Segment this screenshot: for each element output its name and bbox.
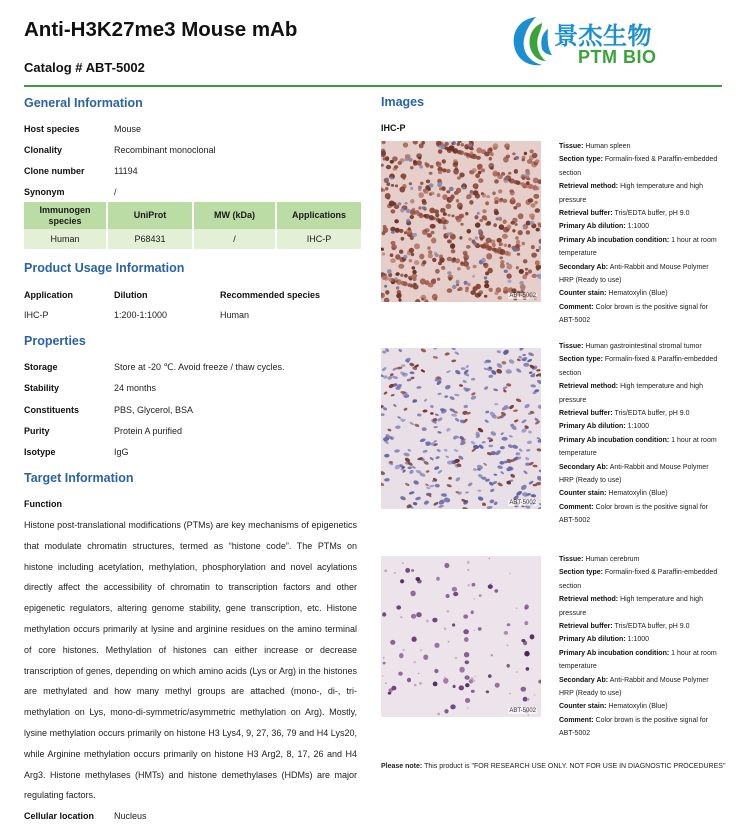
- caption-key: Counter stain:: [559, 290, 607, 298]
- caption-value: 1 hour at room temperature: [559, 436, 717, 458]
- note-label: Please note:: [381, 763, 423, 770]
- caption-key: Tissue:: [559, 143, 584, 150]
- caption-gist: [559, 340, 724, 528]
- cell-applications: IHC-P: [276, 229, 361, 249]
- caption-line: [559, 340, 724, 353]
- caption-key: Counter stain:: [559, 490, 607, 498]
- caption-line: [559, 220, 724, 233]
- caption-line: [559, 620, 724, 633]
- ihc-image-gist: [381, 348, 541, 509]
- caption-line: [559, 261, 724, 288]
- caption-key: Section type:: [559, 356, 603, 364]
- properties-heading: Properties: [24, 334, 86, 348]
- ihc-image-spleen: [381, 141, 541, 302]
- col-immunogen-species: Immunogen species: [24, 202, 107, 229]
- caption-key: Retrieval method:: [559, 183, 619, 191]
- brand-name-en: PTM BIO: [578, 47, 657, 67]
- caption-cerebrum: [559, 553, 724, 741]
- caption-value: 1:1000: [625, 636, 649, 644]
- caption-line: [559, 407, 724, 420]
- logo-mark-icon: [512, 15, 556, 67]
- caption-value: High temperature and high pressure: [559, 383, 703, 404]
- function-text: Histone post-translational modifications (PTMs) are key mechanisms of epigenetics that modulate chromatin structures, termed as “histone code”. The PTMs on histone including acetylation, methylation, phosphorylation and novel acylations directly affect the accessibility of chromatin to transcription factors and other epigenetic regulators, altering genome stability, gene transcription, etc. Histone methylation occurs primarily at lysine and arginine residues on the amino terminal of core histones. Methylation of histones can either increase or decrease transcription of genes, depending on which amino acids (Lys or Arg) in the histones are methylated and how many methyl groups are attached (mono-, di-, tri-methylation on Lys, mono-di-symmetric/asymmetric methylation on Arg). Mostly, lysine methylation occurs primarily on histone H3 Lys4, 9, 27, 36, 79 and H4 Lys20, while Arginine methylation occurs primarily on histone H3 Arg2, 8, 17, 26 and H4 Arg3. Histone methylases (HMTs) and histone demethylases (HDMs) are major regulating factors.: [24, 520, 357, 801]
- caption-value: High temperature and high pressure: [559, 596, 703, 617]
- function-label: Function: [24, 499, 62, 509]
- caption-value: Color brown is the positive signal for ABT-5002: [559, 716, 709, 738]
- caption-value: Human cerebrum: [583, 556, 640, 563]
- caption-line: [559, 234, 724, 261]
- purity-label: Purity: [24, 426, 50, 436]
- caption-line: [559, 180, 724, 207]
- caption-value: Hematoxylin (Blue): [606, 490, 668, 498]
- research-use-note: [381, 756, 726, 777]
- immunogen-table-header: [24, 202, 361, 229]
- clone-number-value: 11194: [114, 166, 138, 176]
- caption-value: 1:1000: [625, 423, 649, 431]
- caption-key: Tissue:: [559, 343, 584, 350]
- cell-immunogen-species: Human: [24, 229, 107, 249]
- clone-number-label: Clone number: [24, 166, 85, 176]
- ihc-image-cerebrum: [381, 556, 541, 717]
- caption-value: Tris/EDTA buffer, pH 9.0: [612, 410, 690, 418]
- brand-name-cn: 景杰生物: [554, 22, 652, 50]
- caption-key: Secondary Ab:: [559, 676, 609, 684]
- caption-value: Formalin-fixed & Paraffin-embedded section: [559, 156, 718, 177]
- caption-key: Tissue:: [559, 556, 584, 563]
- image-tag: ABT-5002: [509, 293, 536, 299]
- caption-line: [559, 633, 724, 646]
- caption-line: [559, 566, 724, 593]
- caption-value: Hematoxylin (Blue): [606, 290, 668, 298]
- usage-dilution-value: 1:200-1:1000: [114, 310, 168, 320]
- caption-key: Retrieval method:: [559, 596, 619, 604]
- caption-value: Tris/EDTA buffer, pH 9.0: [612, 623, 690, 631]
- caption-line: [559, 153, 724, 180]
- storage-label: Storage: [24, 362, 58, 372]
- images-heading: Images: [381, 95, 425, 109]
- usage-col-species: Recommended species: [220, 290, 321, 300]
- usage-species-value: Human: [220, 310, 250, 320]
- table-row: [24, 229, 361, 249]
- clonality-label: Clonality: [24, 145, 63, 155]
- caption-value: Anti-Rabbit and Mouse Polymer HRP (Ready to use): [559, 263, 709, 285]
- tissue-micrograph: [381, 556, 541, 717]
- storage-value: Store at -20 ℃. Avoid freeze / thaw cycles.: [114, 362, 285, 372]
- caption-value: Formalin-fixed & Paraffin-embedded section: [559, 569, 718, 590]
- stability-value: 24 months: [114, 383, 157, 393]
- usage-heading: Product Usage Information: [24, 261, 185, 275]
- caption-value: 1 hour at room temperature: [559, 236, 717, 258]
- clonality-value: Recombinant monoclonal: [114, 145, 216, 155]
- caption-key: Secondary Ab:: [559, 263, 609, 271]
- purity-value: Protein A purified: [114, 426, 183, 436]
- immunogen-table: [24, 202, 361, 249]
- target-heading: Target Information: [24, 471, 134, 485]
- header-divider: [24, 85, 722, 87]
- isotype-value: IgG: [114, 447, 129, 457]
- note-text: This product is "FOR RESEARCH USE ONLY. NOT FOR USE IN DIAGNOSTIC PROCEDURES": [424, 763, 726, 770]
- caption-key: Retrieval method:: [559, 383, 619, 391]
- caption-key: Retrieval buffer:: [559, 623, 613, 631]
- caption-key: Primary Ab incubation condition:: [559, 436, 670, 444]
- caption-key: Retrieval buffer:: [559, 410, 613, 418]
- usage-col-dilution: Dilution: [114, 290, 148, 300]
- stability-label: Stability: [24, 383, 60, 393]
- caption-line: [559, 420, 724, 433]
- product-title: Anti-H3K27me3 Mouse mAb: [24, 18, 298, 41]
- caption-line: [559, 380, 724, 407]
- caption-key: Primary Ab incubation condition:: [559, 236, 670, 244]
- caption-key: Primary Ab dilution:: [559, 223, 626, 231]
- caption-line: [559, 287, 724, 300]
- images-subheading: IHC-P: [381, 123, 406, 133]
- caption-value: Hematoxylin (Blue): [606, 703, 668, 711]
- caption-key: Section type:: [559, 569, 603, 577]
- caption-line: [559, 714, 724, 741]
- constituents-value: PBS, Glycerol, BSA: [114, 405, 194, 415]
- isotype-label: Isotype: [24, 447, 56, 457]
- usage-application-value: IHC-P: [24, 310, 49, 320]
- caption-line: [559, 553, 724, 566]
- catalog-number: Catalog # ABT-5002: [24, 60, 145, 75]
- caption-line: [559, 301, 724, 328]
- caption-value: Tris/EDTA buffer, pH 9.0: [612, 210, 690, 218]
- synonym-label: Synonym: [24, 187, 65, 197]
- caption-line: [559, 700, 724, 713]
- caption-key: Primary Ab incubation condition:: [559, 649, 670, 657]
- caption-value: Color brown is the positive signal for ABT-5002: [559, 303, 709, 325]
- caption-key: Secondary Ab:: [559, 463, 609, 471]
- caption-key: Retrieval buffer:: [559, 210, 613, 218]
- tissue-micrograph: [381, 141, 541, 302]
- caption-value: Formalin-fixed & Paraffin-embedded section: [559, 356, 718, 377]
- caption-key: Comment:: [559, 303, 594, 311]
- caption-line: [559, 674, 724, 701]
- caption-line: [559, 140, 724, 153]
- cellular-location-value: Nucleus: [114, 811, 147, 821]
- caption-value: High temperature and high pressure: [559, 183, 703, 204]
- caption-line: [559, 487, 724, 500]
- constituents-label: Constituents: [24, 405, 79, 415]
- cell-uniprot: P68431: [107, 229, 193, 249]
- col-applications: Applications: [276, 202, 361, 229]
- col-mw: MW (kDa): [193, 202, 276, 229]
- tissue-micrograph: [381, 348, 541, 509]
- cell-mw: /: [193, 229, 276, 249]
- caption-key: Counter stain:: [559, 703, 607, 711]
- col-uniprot: UniProt: [107, 202, 193, 229]
- caption-value: Human spleen: [583, 143, 631, 150]
- caption-value: Anti-Rabbit and Mouse Polymer HRP (Ready to use): [559, 676, 709, 698]
- caption-line: [559, 647, 724, 674]
- caption-line: [559, 501, 724, 528]
- caption-line: [559, 353, 724, 380]
- host-species-value: Mouse: [114, 124, 142, 134]
- caption-value: 1 hour at room temperature: [559, 649, 717, 671]
- caption-line: [559, 593, 724, 620]
- caption-key: Primary Ab dilution:: [559, 636, 626, 644]
- caption-key: Comment:: [559, 503, 594, 511]
- caption-line: [559, 461, 724, 488]
- host-species-label: Host species: [24, 124, 80, 134]
- caption-line: [559, 207, 724, 220]
- image-tag: ABT-5002: [509, 500, 536, 506]
- caption-key: Section type:: [559, 156, 603, 164]
- caption-line: [559, 434, 724, 461]
- caption-value: Anti-Rabbit and Mouse Polymer HRP (Ready to use): [559, 463, 709, 485]
- caption-value: Human gastrointestinal stromal tumor: [583, 343, 702, 350]
- caption-key: Comment:: [559, 716, 594, 724]
- usage-col-application: Application: [24, 290, 73, 300]
- caption-key: Primary Ab dilution:: [559, 423, 626, 431]
- cellular-location-label: Cellular location: [24, 811, 95, 821]
- image-tag: ABT-5002: [509, 708, 536, 714]
- caption-value: Color brown is the positive signal for ABT-5002: [559, 503, 709, 525]
- caption-value: 1:1000: [625, 223, 649, 231]
- general-info-heading: General Information: [24, 96, 143, 110]
- caption-spleen: [559, 140, 724, 328]
- synonym-value: /: [114, 187, 117, 197]
